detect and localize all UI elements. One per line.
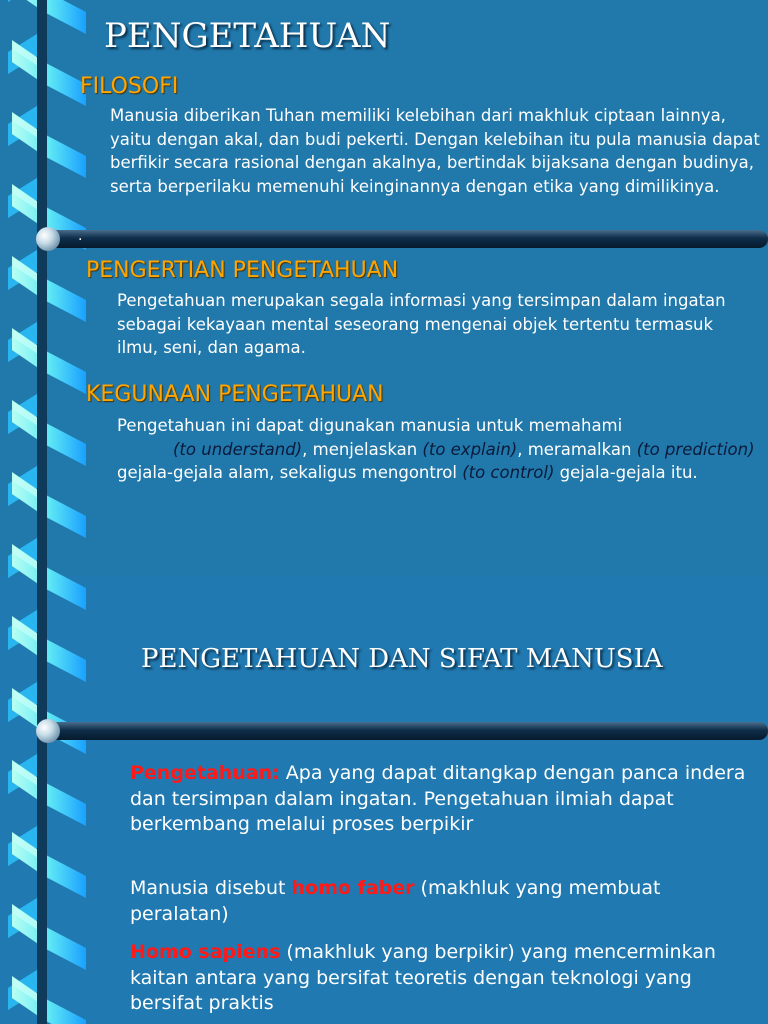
kegunaan-em-control: (to control) — [462, 463, 555, 482]
homo-sapiens-text: (makhluk yang berpikir) yang mencerminkan kaitan antara yang bersifat teoretis dengan teknologi yang bersifat praktis — [130, 941, 716, 1014]
spiral-ribbon-decoration — [0, 0, 90, 576]
kegunaan-text-part4: gejala-gejala alam, sekaligus mengontrol — [117, 463, 463, 482]
kegunaan-em-understand: (to understand) — [173, 439, 303, 459]
section-heading-filosofi: FILOSOFI — [80, 74, 179, 99]
slide-title: PENGETAHUAN — [104, 16, 391, 56]
homo-faber-after: (makhluk yang membuat peralatan) — [130, 877, 661, 925]
slide-2 — [0, 576, 768, 1024]
pengetahuan-text: Apa yang dapat ditangkap dengan panca indera dan tersimpan dalam ingatan. Pengetahuan ilmiah dapat berkembang melalui proses berpikir — [130, 762, 746, 835]
homo-faber-label: homo faber — [291, 877, 415, 899]
kegunaan-text-part5: gejala-gejala itu. — [554, 463, 698, 482]
section-heading-pengertian: PENGERTIAN PENGETAHUAN — [86, 258, 399, 283]
pengetahuan-paragraph — [130, 761, 760, 838]
filosofi-text: Manusia diberikan Tuhan memiliki kelebihan dari makhluk ciptaan lainnya, yaitu dengan akal, dan budi pekerti. Dengan kelebihan itu pula manusia dapat berfikir secara rasional dengan akalnya, bertindak bijaksana dengan budinya, serta berperilaku memenuhi keinginannya dengan etika yang dimilikinya. — [110, 106, 760, 196]
homo-sapiens-paragraph — [130, 940, 760, 1017]
homo-sapiens-label: Homo sapiens — [130, 941, 281, 963]
dot-marker: . — [78, 228, 83, 244]
ribbon-front-segment — [12, 576, 86, 610]
section-heading-kegunaan: KEGUNAAN PENGETAHUAN — [86, 382, 384, 407]
homo-faber-before: Manusia disebut — [130, 877, 292, 899]
kegunaan-text-part2: , menjelaskan — [302, 439, 423, 459]
kegunaan-em-explain: (to explain) — [422, 439, 518, 459]
kegunaan-text — [117, 414, 755, 485]
kegunaan-em-prediction: (to prediction) — [636, 439, 755, 459]
kegunaan-text-part3: , meramalkan — [517, 439, 637, 459]
divider-bar — [40, 722, 768, 740]
pengetahuan-label: Pengetahuan: — [130, 762, 280, 784]
bar-knob — [36, 227, 60, 251]
pengertian-text: Pengetahuan merupakan segala informasi yang tersimpan dalam ingatan sebagai kekayaan mental seseorang mengenai objek tertentu termasuk ilmu, seni, dan agama. — [117, 291, 726, 357]
divider-bar — [40, 230, 768, 248]
kegunaan-text-part1: Pengetahuan ini dapat digunakan manusia untuk memahami — [117, 416, 623, 435]
spiral-ribbon-decoration — [0, 576, 90, 1024]
slide-title: PENGETAHUAN DAN SIFAT MANUSIA — [141, 644, 663, 674]
homo-faber-paragraph — [130, 876, 760, 927]
ribbon-front-segment — [12, 0, 86, 34]
bar-knob — [36, 719, 60, 743]
